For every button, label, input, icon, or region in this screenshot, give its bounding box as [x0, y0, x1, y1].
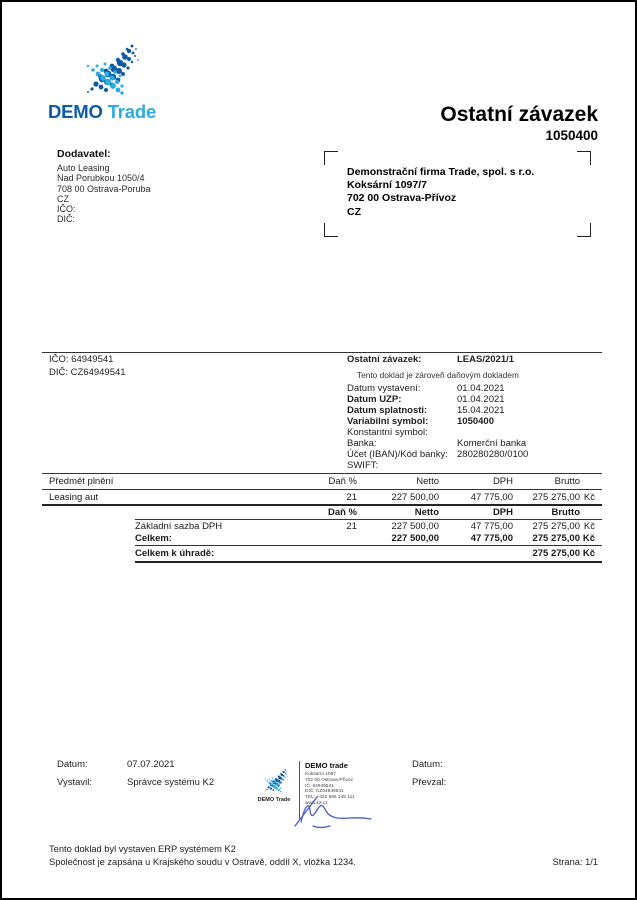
col-dph-header: DPH [492, 476, 513, 487]
customer-street: Koksární 1097/7 [347, 179, 427, 192]
received-by-row [412, 774, 482, 792]
amount-due-currency: Kč [582, 548, 595, 559]
stamp-company-name: DEMO trade [305, 761, 348, 770]
issuer-block [57, 756, 214, 791]
receive-date-label: Datum: [412, 759, 443, 770]
supplier-address [57, 163, 151, 225]
swift-label: SWIFT: [347, 460, 379, 471]
account-row [347, 449, 603, 460]
issue-date-label: Datum vystavení: [347, 383, 421, 394]
uzp-date-row [347, 394, 603, 405]
customer-address [347, 166, 534, 219]
stamp-line: 702 00 Ostrava-Přívoz [305, 777, 353, 783]
tax-document-note: Tento doklad je zároveň daňovým dokladem [357, 370, 519, 380]
col-netto-header: Netto [416, 476, 439, 487]
variable-symbol-row [347, 416, 603, 427]
customer-city: 702 00 Ostrava-Přívoz [347, 192, 457, 205]
amount-due-row [42, 548, 602, 561]
bank-label: Banka: [347, 438, 377, 449]
items-table-header [42, 476, 602, 489]
total-brutto: 275 275,00 [532, 533, 580, 544]
supplier-city: 708 00 Ostrava-Poruba [57, 183, 151, 194]
company-ids [49, 354, 126, 379]
summary-col-tax-header: Daň % [327, 507, 357, 518]
issued-by-row [57, 774, 214, 792]
item-dph: 47 775,00 [470, 492, 513, 503]
account-label: Účet (IBAN)/Kód banky: [347, 449, 448, 460]
document-title: Ostatní závazek [440, 103, 598, 126]
summary-rule-total [135, 545, 602, 546]
vat-rate-brutto: 275 275,00 [532, 521, 580, 532]
item-netto: 227 500,00 [391, 492, 439, 503]
customer-name: Demonstrační firma Trade, spol. s r.o. [347, 166, 535, 178]
table-rule-header [42, 489, 602, 490]
doc-type-value: LEAS/2021/1 [457, 354, 515, 365]
summary-rule-bottom [135, 561, 602, 563]
swift-row [347, 460, 603, 471]
total-currency: Kč [582, 533, 595, 544]
logo-word-trade: Trade [107, 101, 157, 122]
doc-type-label: Ostatní závazek: [347, 354, 422, 365]
total-netto: 227 500,00 [391, 533, 439, 544]
issue-date-row [347, 383, 603, 394]
summary-col-netto-header: Netto [414, 507, 439, 518]
uzp-date-value: 01.04.2021 [457, 394, 505, 405]
summary-col-dph-header: DPH [492, 507, 513, 518]
demo-trade-logo-icon [84, 40, 140, 96]
supplier-label: Dodavatel: [57, 148, 111, 160]
bank-value: Komerční banka [457, 438, 527, 449]
variable-symbol-value: 1050400 [457, 416, 494, 427]
total-label: Celkem: [135, 533, 172, 544]
vat-rate-netto: 227 500,00 [391, 521, 439, 532]
total-dph: 47 775,00 [470, 533, 513, 544]
table-rule-top [42, 473, 602, 474]
dic-value: DIČ: CZ64949541 [49, 366, 126, 378]
bank-row [347, 438, 603, 449]
stamp-logo-icon [259, 767, 293, 793]
logo-wordmark [48, 101, 156, 123]
company-stamp [250, 758, 378, 832]
supplier-street: Nad Porubkou 1050/4 [57, 173, 145, 184]
doc-type-row [347, 354, 603, 367]
issue-date-value: 01.04.2021 [457, 383, 505, 394]
vat-rate-tax: 21 [346, 521, 357, 532]
stamp-logo-caption: DEMO Trade [257, 797, 291, 803]
col-tax-header: Daň % [328, 476, 357, 487]
uzp-date-label: Datum UZP: [347, 394, 402, 405]
col-brutto-header: Brutto [554, 476, 580, 487]
vat-rate-currency: Kč [583, 521, 595, 532]
summary-rule-header [135, 519, 602, 520]
supplier-ico-label: IČO: [57, 204, 76, 215]
footer-date-label: Datum: [57, 759, 88, 770]
issued-by-value: Správce systému K2 [127, 776, 215, 788]
receiver-block [412, 756, 482, 791]
footer-erp-note: Tento doklad byl vystaven ERP systémem K2 [49, 844, 236, 854]
due-date-row [347, 405, 603, 416]
document-details [347, 354, 603, 471]
stamp-line: IČ: 64949541 [305, 783, 334, 789]
stamp-line: DIČ: CZ64949541 [305, 789, 344, 795]
constant-symbol-label: Konstantní symbol: [347, 427, 428, 438]
crop-mark-bottom-left-icon [324, 223, 338, 237]
item-name: Leasing aut [49, 492, 99, 503]
account-value: 280280280/0100 [457, 449, 529, 460]
due-date-value: 15.04.2021 [457, 405, 505, 416]
customer-address-window [324, 151, 591, 237]
crop-mark-bottom-right-icon [577, 223, 591, 237]
issued-by-label: Vystavil: [57, 776, 93, 788]
receive-date-row [412, 756, 482, 774]
stamp-line: www.k2.cz [305, 800, 328, 806]
amount-due-label: Celkem k úhradě: [135, 548, 215, 559]
footer-date-value: 07.07.2021 [127, 759, 175, 770]
item-currency: Kč [583, 492, 595, 503]
summary-col-brutto-header: Brutto [551, 507, 580, 518]
col-item-header: Předmět plnění [49, 476, 114, 487]
customer-country: CZ [347, 205, 361, 218]
section-divider [42, 352, 602, 353]
vat-rate-dph: 47 775,00 [470, 521, 513, 532]
stamp-line: TEL: +420 595 145 111 [305, 795, 355, 801]
supplier-dic-label: DIČ: [57, 214, 75, 225]
document-number: 1050400 [545, 128, 598, 143]
due-date-label: Datum splatnosti: [347, 405, 428, 416]
amount-due-brutto: 275 275,00 [532, 548, 580, 559]
table-rule-items-bottom [42, 504, 602, 506]
logo-word-demo: DEMO [48, 101, 103, 122]
vat-rate-label: Základní sazba DPH [135, 521, 223, 532]
supplier-name: Auto Leasing [57, 163, 110, 173]
received-by-label: Převzal: [412, 776, 447, 788]
constant-symbol-row [347, 427, 603, 438]
issue-date-footer-row [57, 756, 214, 774]
supplier-country: CZ [57, 193, 69, 204]
handwritten-signature [288, 792, 376, 830]
page-number: Strana: 1/1 [552, 857, 598, 867]
crop-mark-top-left-icon [324, 151, 338, 165]
ico-value: IČO: 64949541 [49, 354, 114, 365]
crop-mark-top-right-icon [577, 151, 591, 165]
footer-registry-note: Společnost je zapsána u Krajského soudu v Ostravě, oddíl X, vložka 1234. [49, 857, 356, 867]
variable-symbol-label: Variabilní symbol: [347, 416, 429, 427]
stamp-line: Koksární 1097 [305, 772, 336, 777]
item-tax: 21 [346, 492, 357, 503]
item-brutto: 275 275,00 [532, 492, 580, 503]
